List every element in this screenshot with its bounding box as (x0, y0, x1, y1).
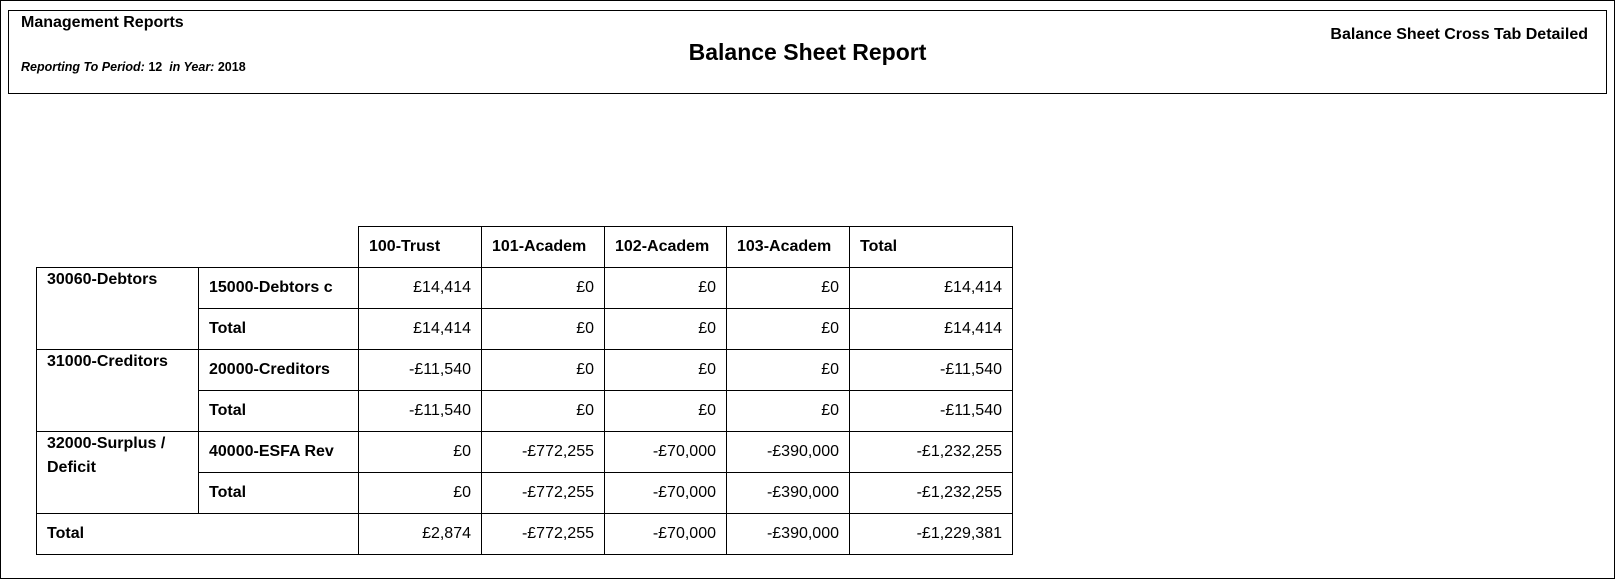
column-header: 101-Academ (482, 227, 605, 268)
value-cell: £0 (727, 350, 850, 391)
value-cell: -£772,255 (482, 432, 605, 473)
value-cell: £0 (727, 268, 850, 309)
value-cell: £0 (605, 391, 727, 432)
period-label: Reporting To Period: (21, 60, 145, 74)
value-cell: £14,414 (850, 268, 1013, 309)
value-cell: £0 (359, 432, 482, 473)
table-row (37, 268, 1013, 309)
value-cell: £2,874 (359, 514, 482, 555)
value-cell: £0 (727, 391, 850, 432)
value-cell: -£390,000 (727, 514, 850, 555)
value-cell: £14,414 (359, 268, 482, 309)
blank-corner-cell (199, 227, 359, 268)
value-cell: -£11,540 (359, 391, 482, 432)
year-label: in Year: (169, 60, 215, 74)
report-header (8, 10, 1607, 94)
group-label (37, 432, 199, 514)
value-cell: -£70,000 (605, 473, 727, 514)
value-cell: £0 (605, 268, 727, 309)
value-cell: -£11,540 (850, 350, 1013, 391)
value-cell: £0 (482, 391, 605, 432)
value-cell: -£1,232,255 (850, 432, 1013, 473)
value-cell: -£772,255 (482, 514, 605, 555)
column-header: 102-Academ (605, 227, 727, 268)
value-cell: £0 (359, 473, 482, 514)
table-header-row (37, 227, 1013, 268)
group-label (37, 350, 199, 432)
group-label: 30060-Debtors (37, 268, 199, 350)
value-cell: £14,414 (850, 309, 1013, 350)
value-cell: -£390,000 (727, 473, 850, 514)
account-label: 40000-ESFA Rev (199, 432, 359, 473)
account-label: 20000-Creditors (199, 350, 359, 391)
account-label: 15000-Debtors c (199, 268, 359, 309)
group-label-text: 31000-Creditors (47, 353, 168, 370)
value-cell: £14,414 (359, 309, 482, 350)
value-cell: -£70,000 (605, 432, 727, 473)
year-value: 2018 (217, 60, 246, 74)
value-cell: £0 (605, 309, 727, 350)
subtotal-label: Total (199, 309, 359, 350)
subtotal-label: Total (199, 391, 359, 432)
blank-corner-cell (37, 227, 199, 268)
column-header: Total (850, 227, 1013, 268)
column-header: 103-Academ (727, 227, 850, 268)
value-cell: £0 (482, 268, 605, 309)
group-label-text: 32000-Surplus / Deficit (47, 435, 166, 476)
value-cell: £0 (482, 309, 605, 350)
value-cell: £0 (727, 309, 850, 350)
grand-total-row (37, 514, 1013, 555)
subtotal-label: Total (199, 473, 359, 514)
report-title: Balance Sheet Report (688, 39, 927, 65)
column-header: 100-Trust (359, 227, 482, 268)
grand-total-label: Total (37, 514, 359, 555)
value-cell: -£11,540 (850, 391, 1013, 432)
management-reports-label: Management Reports (21, 14, 184, 31)
table-row (37, 432, 1013, 473)
value-cell: -£11,540 (359, 350, 482, 391)
report-subtitle: Balance Sheet Cross Tab Detailed (1330, 26, 1588, 43)
balance-sheet-table (36, 226, 1013, 555)
value-cell: -£390,000 (727, 432, 850, 473)
value-cell: -£1,229,381 (850, 514, 1013, 555)
value-cell: £0 (605, 350, 727, 391)
value-cell: -£772,255 (482, 473, 605, 514)
value-cell: -£70,000 (605, 514, 727, 555)
period-value: 12 (148, 60, 163, 74)
value-cell: £0 (482, 350, 605, 391)
table-row (37, 350, 1013, 391)
value-cell: -£1,232,255 (850, 473, 1013, 514)
